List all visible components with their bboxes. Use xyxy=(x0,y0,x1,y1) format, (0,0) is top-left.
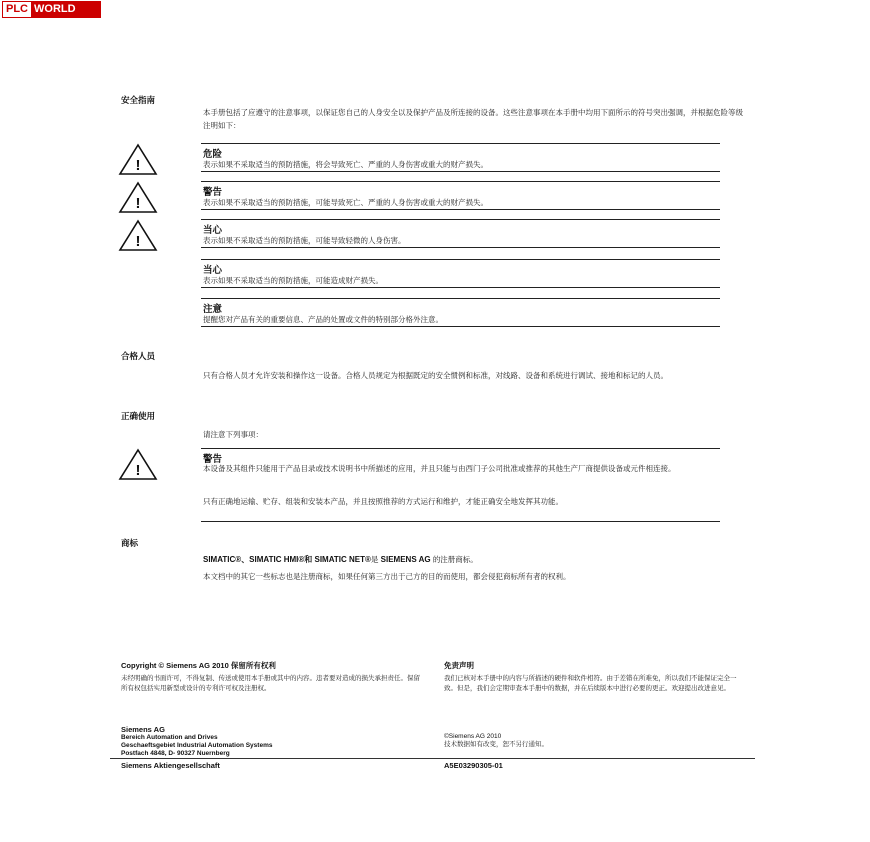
notice-rule-bottom xyxy=(201,326,720,327)
correct-use-heading: 正确使用 xyxy=(121,412,156,422)
svg-text:!: ! xyxy=(135,157,141,174)
warning-triangle-icon xyxy=(118,181,158,215)
address-line3: Postfach 4848, D- 90327 Nuernberg xyxy=(121,750,230,757)
copyright-text: 未经明确的书面许可，不得复制、传送或使用本手册或其中的内容。违者要对造成的损失承担责任。保留所有权包括实用新型或设计的专利许可权及注册权。 xyxy=(121,674,420,692)
notice-title-caution: 当心 xyxy=(203,225,223,236)
svg-text:!: ! xyxy=(135,195,141,212)
copyright-short: ©Siemens AG 2010 xyxy=(444,733,502,740)
notice-rule-top xyxy=(201,219,720,220)
footer-divider xyxy=(110,758,755,759)
notice-rule-bottom xyxy=(201,247,720,248)
warning-triangle-icon xyxy=(118,143,158,177)
correct-use-warning-title: 警告 xyxy=(203,454,223,465)
notice-rule-top xyxy=(201,298,720,299)
subject-to-change: 技术数据如有改变，恕不另行通知。 xyxy=(444,740,548,748)
trademark-mid: 是 xyxy=(370,555,379,564)
copyright-heading: Copyright © Siemens AG 2010 保留所有权利 xyxy=(121,661,276,670)
disclaimer-heading: 免责声明 xyxy=(444,661,474,670)
safety-heading: 安全指南 xyxy=(121,96,156,106)
svg-text:!: ! xyxy=(135,233,141,250)
document-number: A5E03290305-01 xyxy=(444,761,503,770)
qualified-heading: 合格人员 xyxy=(121,352,156,362)
trademark-brands: SIMATIC®、SIMATIC HMI®和 SIMATIC NET® xyxy=(203,555,371,564)
notice-rule-top xyxy=(201,143,720,144)
trademarks-heading: 商标 xyxy=(121,539,139,549)
trademark-end: 的注册商标。 xyxy=(432,555,478,564)
notice-text-caution-property: 表示如果不采取适当的预防措施，可能造成财产损失。 xyxy=(203,276,383,285)
notice-rule-bottom xyxy=(201,171,720,172)
notice-rule-bottom xyxy=(201,287,720,288)
trademark-owner: SIEMENS AG xyxy=(380,555,431,564)
notice-text-caution: 表示如果不采取适当的预防措施，可能导致轻微的人身伤害。 xyxy=(203,236,406,245)
notice-title-caution-property: 当心 xyxy=(203,265,223,276)
logo-part-world: WORLD xyxy=(31,2,100,17)
correct-use-warning-text: 本设备及其组件只能用于产品目录或技术说明书中所描述的应用，并且只能与由西门子公司批准或推荐的其他生产厂商提供设备或元件相连接。 xyxy=(203,464,676,473)
warning-triangle-icon xyxy=(118,448,158,482)
correct-use-extra-text: 只有正确地运输、贮存、组装和安装本产品，并且按照推荐的方式运行和维护，才能正确安全地发挥其功能。 xyxy=(203,497,563,506)
company-address xyxy=(121,726,272,758)
notice-rule-bottom xyxy=(201,209,720,210)
notice-text-danger: 表示如果不采取适当的预防措施，将会导致死亡、严重的人身伤害或重大的财产损失。 xyxy=(203,160,488,169)
notice-text-warning: 表示如果不采取适当的预防措施，可能导致死亡、严重的人身伤害或重大的财产损失。 xyxy=(203,198,488,207)
notice-title-danger: 危险 xyxy=(203,149,223,160)
logo-part-plc: PLC xyxy=(3,2,31,17)
address-line2: Geschaeftsgebiet Industrial Automation Systems xyxy=(121,742,273,749)
safety-intro: 本手册包括了应遵守的注意事项，以保证您自己的人身安全以及保护产品及所连接的设备。这些注意事项在本手册中均用下面所示的符号突出强调，并根据危险等级注明如下： xyxy=(203,108,743,130)
address-line1: Bereich Automation and Drives xyxy=(121,734,218,741)
trademarks-line2: 本文档中的其它一些标志也是注册商标，如果任何第三方出于己方的目的而使用，都会侵犯商标所有者的权利。 xyxy=(203,572,571,581)
warning-rule-bottom xyxy=(201,521,720,522)
notice-rule-top xyxy=(201,181,720,182)
notice-title-note: 注意 xyxy=(203,304,223,315)
correct-use-intro: 请注意下列事项： xyxy=(203,430,263,439)
warning-rule-top xyxy=(201,448,720,449)
trademarks-line1 xyxy=(203,554,749,565)
notice-title-warning: 警告 xyxy=(203,187,223,198)
company-name: Siemens AG xyxy=(121,725,165,734)
plc-world-logo xyxy=(2,1,101,18)
notice-rule-top xyxy=(201,259,720,260)
svg-text:!: ! xyxy=(135,462,141,479)
company-full-name: Siemens Aktiengesellschaft xyxy=(121,761,220,770)
qualified-text: 只有合格人员才允许安装和操作这一设备。合格人员规定为根据既定的安全惯例和标准，对线路、设备和系统进行调试、接地和标记的人员。 xyxy=(203,371,668,380)
warning-triangle-icon xyxy=(118,219,158,253)
disclaimer-text: 我们已核对本手册中的内容与所描述的硬件和软件相符。由于差错在所难免，所以我们不能保证完全一致。但是，我们会定期审查本手册中的数据，并在后续版本中进行必要的更正。欢迎提出改进意见。 xyxy=(444,674,737,692)
notice-text-note: 提醒您对产品有关的重要信息、产品的处置或文件的特别部分格外注意。 xyxy=(203,315,443,324)
